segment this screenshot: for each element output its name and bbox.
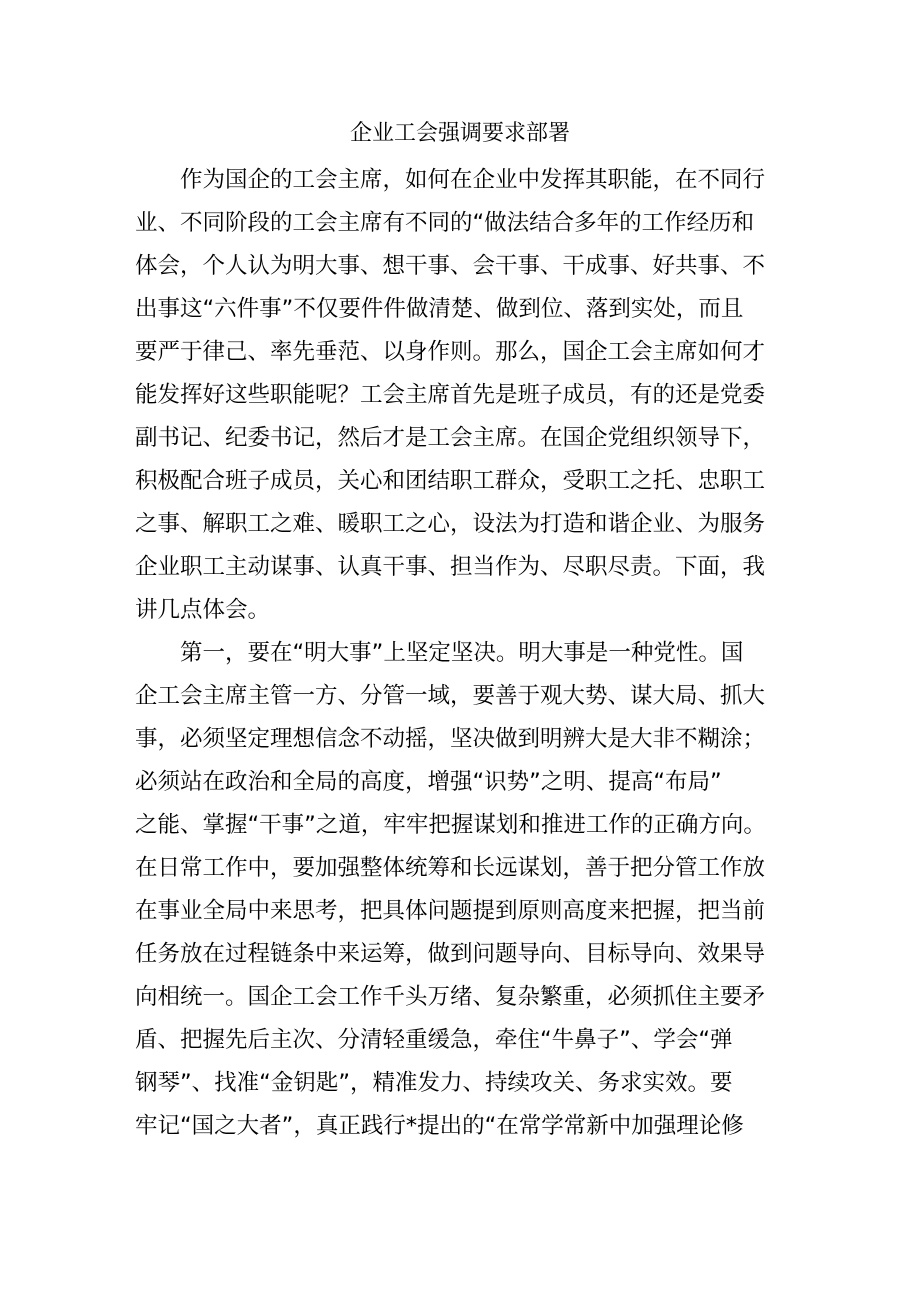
paragraph-line: 任务放在过程链条中来运筹，做到问题导向、目标导向、效果导 <box>135 941 766 967</box>
paragraph-line: 在日常工作中，要加强整体统筹和长远谋划，善于把分管工作放 <box>135 855 766 881</box>
paragraph-line: 企业职工主动谋事、认真干事、担当作为、尽职尽责。下面，我 <box>135 554 766 580</box>
paragraph-line: 体会，个人认为明大事、想干事、会干事、干成事、好共事、不 <box>135 253 766 279</box>
paragraph-line: 向相统一。国企工会工作千头万绪、复杂繁重，必须抓住主要矛 <box>135 984 766 1010</box>
paragraph-line: 业、不同阶段的工会主席有不同的“做法结合多年的工作经历和 <box>135 210 755 236</box>
paragraph-line: 之能、掌握“干事”之道，牢牢把握谋划和推进工作的正确方向。 <box>135 812 766 838</box>
paragraph-line: 钢琴”、找准“金钥匙”，精准发力、持续攻关、务求实效。要 <box>135 1070 733 1096</box>
paragraph-line: 第一，要在“明大事”上坚定坚决。明大事是一种党性。国 <box>180 640 744 666</box>
paragraph-line: 事，必须坚定理想信念不动摇，坚决做到明辨大是大非不糊涂； <box>135 726 766 752</box>
paragraph-line: 讲几点体会。 <box>135 597 271 623</box>
document-title: 企业工会强调要求部署 <box>349 121 570 146</box>
paragraph-line: 要严于律己、率先垂范、以身作则。那么，国企工会主席如何才 <box>135 339 766 365</box>
paragraph-line: 之事、解职工之难、暖职工之心，设法为打造和谐企业、为服务 <box>135 511 766 537</box>
paragraph-line: 作为国企的工会主席，如何在企业中发挥其职能，在不同行 <box>180 167 766 193</box>
paragraph-line: 出事这“六件事”不仅要件件做清楚、做到位、落到实处，而且 <box>135 296 744 322</box>
paragraph-line: 能发挥好这些职能呢？工会主席首先是班子成员，有的还是党委 <box>135 382 766 408</box>
paragraph-line: 必须站在政治和全局的高度，增强“识势”之明、提高“布局” <box>135 769 722 795</box>
paragraph-line: 盾、把握先后主次、分清轻重缓急，牵住“牛鼻子”、学会“弹 <box>135 1027 733 1053</box>
document-body <box>135 159 795 1148</box>
paragraph-line: 在事业全局中来思考，把具体问题提到原则高度来把握，把当前 <box>135 898 766 924</box>
paragraph-line: 牢记“国之大者”，真正践行*提出的“在常学常新中加强理论修 <box>135 1113 744 1139</box>
paragraph-line: 副书记、纪委书记，然后才是工会主席。在国企党组织领导下， <box>135 425 766 451</box>
paragraph-line: 积极配合班子成员，关心和团结职工群众，受职工之托、忠职工 <box>135 468 766 494</box>
paragraph-line: 企工会主席主管一方、分管一域，要善于观大势、谋大局、抓大 <box>135 683 766 709</box>
